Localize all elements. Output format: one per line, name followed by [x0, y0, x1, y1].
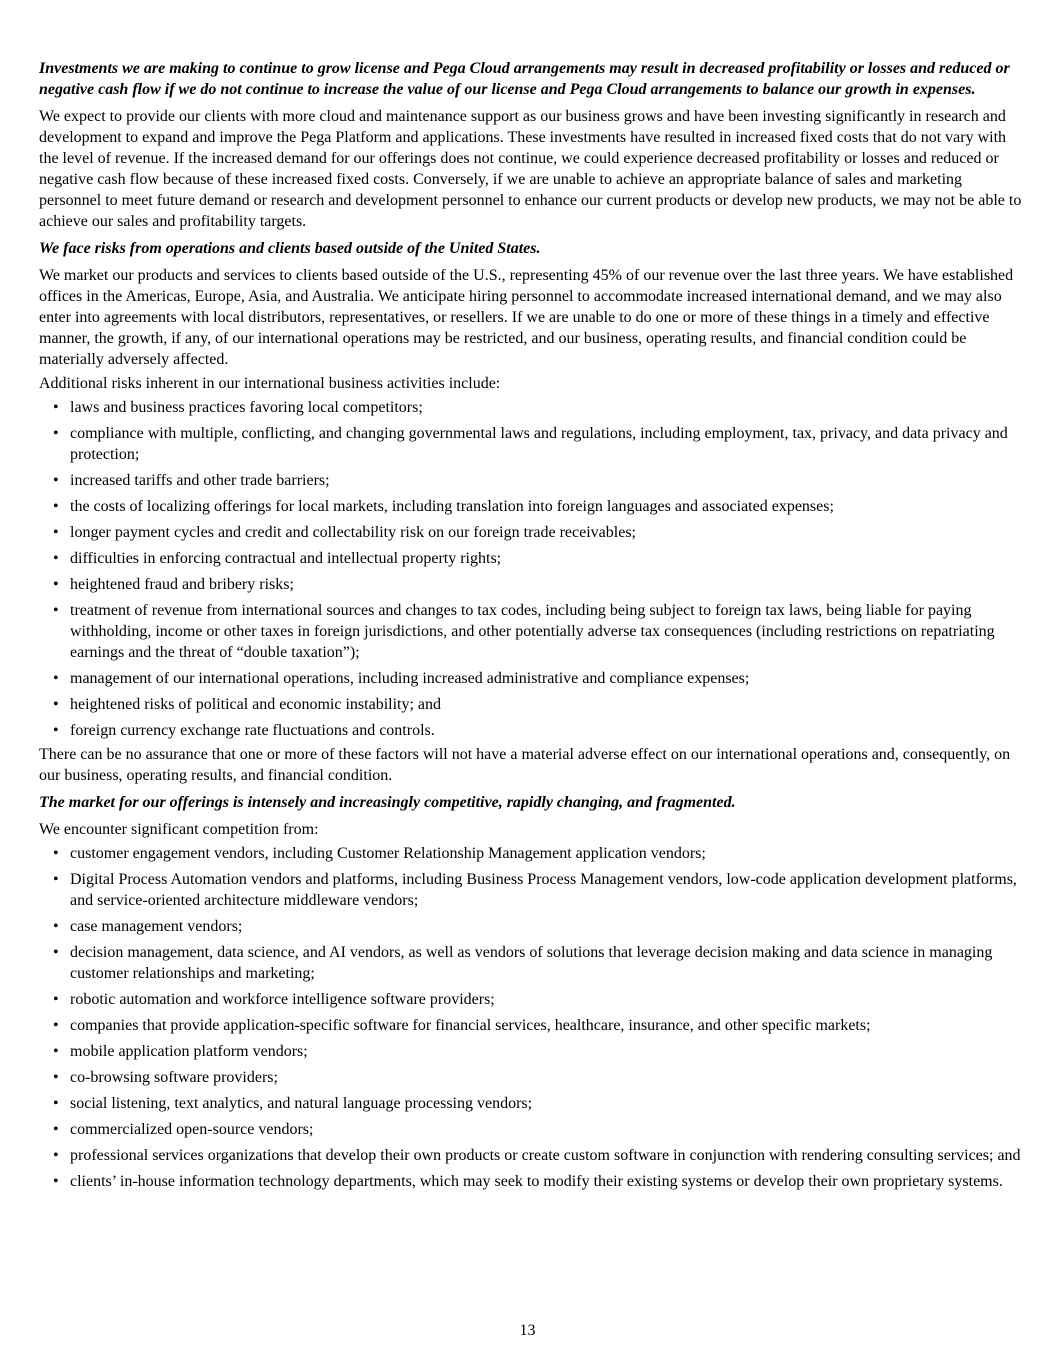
list-item: [39, 989, 1024, 1010]
list-item-text: foreign currency exchange rate fluctuations and controls.: [70, 722, 435, 739]
list-item: [39, 694, 1024, 715]
bullet-icon: •: [53, 1069, 59, 1086]
bullet-icon: •: [53, 944, 59, 961]
bullet-icon: •: [53, 425, 59, 442]
list-item-text: management of our international operations, including increased administrative and compliance expenses;: [70, 670, 750, 687]
list-item-text: mobile application platform vendors;: [70, 1043, 308, 1060]
list-item-text: case management vendors;: [70, 918, 243, 935]
list-item: [39, 668, 1024, 689]
list-intro: Additional risks inherent in our international business activities include:: [39, 375, 501, 392]
page-number: 13: [519, 1322, 536, 1339]
list-item: [39, 600, 1024, 663]
list-item-text: heightened risks of political and economic instability; and: [70, 696, 442, 713]
bullet-icon: •: [53, 472, 59, 489]
list-item-text: clients’ in-house information technology departments, which may seek to modify their existing systems or develop their own proprietary systems.: [70, 1173, 1003, 1190]
list-item: [39, 1015, 1024, 1036]
bullet-icon: •: [53, 498, 59, 515]
list-item-text: social listening, text analytics, and natural language processing vendors;: [70, 1095, 533, 1112]
bullet-icon: •: [53, 1147, 59, 1164]
list-item-text: robotic automation and workforce intelligence software providers;: [70, 991, 495, 1008]
list-item-text: decision management, data science, and AI vendors, as well as vendors of solutions that leverage decision making and data science in managing customer relationships and marketing;: [70, 944, 993, 982]
bullet-icon: •: [53, 602, 59, 619]
bullet-icon: •: [53, 1121, 59, 1138]
list-item: [39, 548, 1024, 569]
bullet-icon: •: [53, 524, 59, 541]
body-paragraph: We expect to provide our clients with more cloud and maintenance support as our business grows and have been investing significantly in research and development to expand and improve the Pega Platform and applications. These investments have resulted in increased fixed costs that do not vary with the level of revenue. If the increased demand for our offerings does not continue, we could experience decreased profitability or losses and reduced or negative cash flow because of these increased fixed costs. Conversely, if we are unable to achieve an appropriate balance of sales and marketing personnel to meet future demand or research and development personnel to enhance our current products or develop new products, we may not be able to achieve our sales and profitability targets.: [39, 108, 1022, 230]
list-item: [39, 397, 1024, 418]
list-item: [39, 1093, 1024, 1114]
list-item-text: companies that provide application-specific software for financial services, healthcare, insurance, and other specific markets;: [70, 1017, 871, 1034]
list-item: [39, 843, 1024, 864]
list-item-text: professional services organizations that develop their own products or create custom software in conjunction with rendering consulting services; and: [70, 1147, 1021, 1164]
bullet-icon: •: [53, 576, 59, 593]
list-item: [39, 423, 1024, 465]
bullet-icon: •: [53, 871, 59, 888]
list-item: [39, 869, 1024, 911]
list-item: [39, 496, 1024, 517]
list-item-text: customer engagement vendors, including Customer Relationship Management application vendors;: [70, 845, 706, 862]
bullet-icon: •: [53, 1017, 59, 1034]
section-international-risk: [39, 238, 1024, 786]
list-item: [39, 574, 1024, 595]
list-item: [39, 1171, 1024, 1192]
bullet-icon: •: [53, 696, 59, 713]
list-item: [39, 522, 1024, 543]
body-paragraph: We market our products and services to clients based outside of the U.S., representing 45% of our revenue over the last three years. We have established offices in the Americas, Europe, Asia, and Australia. We anticipate hiring personnel to accommodate increased international demand, and we may also enter into agreements with local distributors, representatives, or resellers. If we are unable to do one or more of these things in a timely and effective manner, the growth, if any, of our international operations may be restricted, and our business, operating results, and financial condition could be materially adversely affected.: [39, 267, 1014, 368]
international-risks-list: [39, 397, 1024, 741]
list-item: [39, 470, 1024, 491]
list-item: [39, 1041, 1024, 1062]
section-competition-risk: [39, 792, 1024, 1192]
bullet-icon: •: [53, 1043, 59, 1060]
section-investments-risk: [39, 58, 1024, 232]
section-heading: The market for our offerings is intensely and increasingly competitive, rapidly changing, and fragmented.: [39, 794, 736, 811]
list-item: [39, 1145, 1024, 1166]
list-item-text: longer payment cycles and credit and collectability risk on our foreign trade receivables;: [70, 524, 636, 541]
bullet-icon: •: [53, 845, 59, 862]
list-item-text: increased tariffs and other trade barriers;: [70, 472, 330, 489]
list-item: [39, 720, 1024, 741]
list-item: [39, 942, 1024, 984]
bullet-icon: •: [53, 722, 59, 739]
list-intro: We encounter significant competition from:: [39, 821, 319, 838]
bullet-icon: •: [53, 918, 59, 935]
list-item-text: difficulties in enforcing contractual and intellectual property rights;: [70, 550, 502, 567]
list-item: [39, 1119, 1024, 1140]
bullet-icon: •: [53, 991, 59, 1008]
bullet-icon: •: [53, 1095, 59, 1112]
list-item-text: commercialized open-source vendors;: [70, 1121, 314, 1138]
list-item-text: co-browsing software providers;: [70, 1069, 278, 1086]
competitors-list: [39, 843, 1024, 1192]
bullet-icon: •: [53, 399, 59, 416]
section-heading: Investments we are making to continue to grow license and Pega Cloud arrangements may result in decreased profitability or losses and reduced or negative cash flow if we do not continue to increase the value of our license and Pega Cloud arrangements to balance our growth in expenses.: [39, 60, 1010, 98]
section-heading: We face risks from operations and clients based outside of the United States.: [39, 240, 541, 257]
list-item: [39, 916, 1024, 937]
bullet-icon: •: [53, 670, 59, 687]
bullet-icon: •: [53, 1173, 59, 1190]
list-item: [39, 1067, 1024, 1088]
list-item-text: the costs of localizing offerings for local markets, including translation into foreign languages and associated expenses;: [70, 498, 834, 515]
list-item-text: Digital Process Automation vendors and platforms, including Business Process Management vendors, low-code application development platforms, and service-oriented architecture middleware vendors;: [70, 871, 1017, 909]
list-item-text: laws and business practices favoring local competitors;: [70, 399, 423, 416]
closing-paragraph: There can be no assurance that one or more of these factors will not have a material adverse effect on our international operations and, consequently, on our business, operating results, and financial condition.: [39, 746, 1011, 784]
list-item-text: heightened fraud and bribery risks;: [70, 576, 294, 593]
bullet-icon: •: [53, 550, 59, 567]
document-page: [39, 58, 1024, 1197]
list-item-text: treatment of revenue from international sources and changes to tax codes, including being subject to foreign tax laws, being liable for paying withholding, income or other taxes in foreign jurisdictions, and other potentially adverse tax consequences (including restrictions on repatriating earnings and the threat of “double taxation”);: [70, 602, 995, 661]
list-item-text: compliance with multiple, conflicting, and changing governmental laws and regulations, including employment, tax, privacy, and data privacy and protection;: [70, 425, 1008, 463]
